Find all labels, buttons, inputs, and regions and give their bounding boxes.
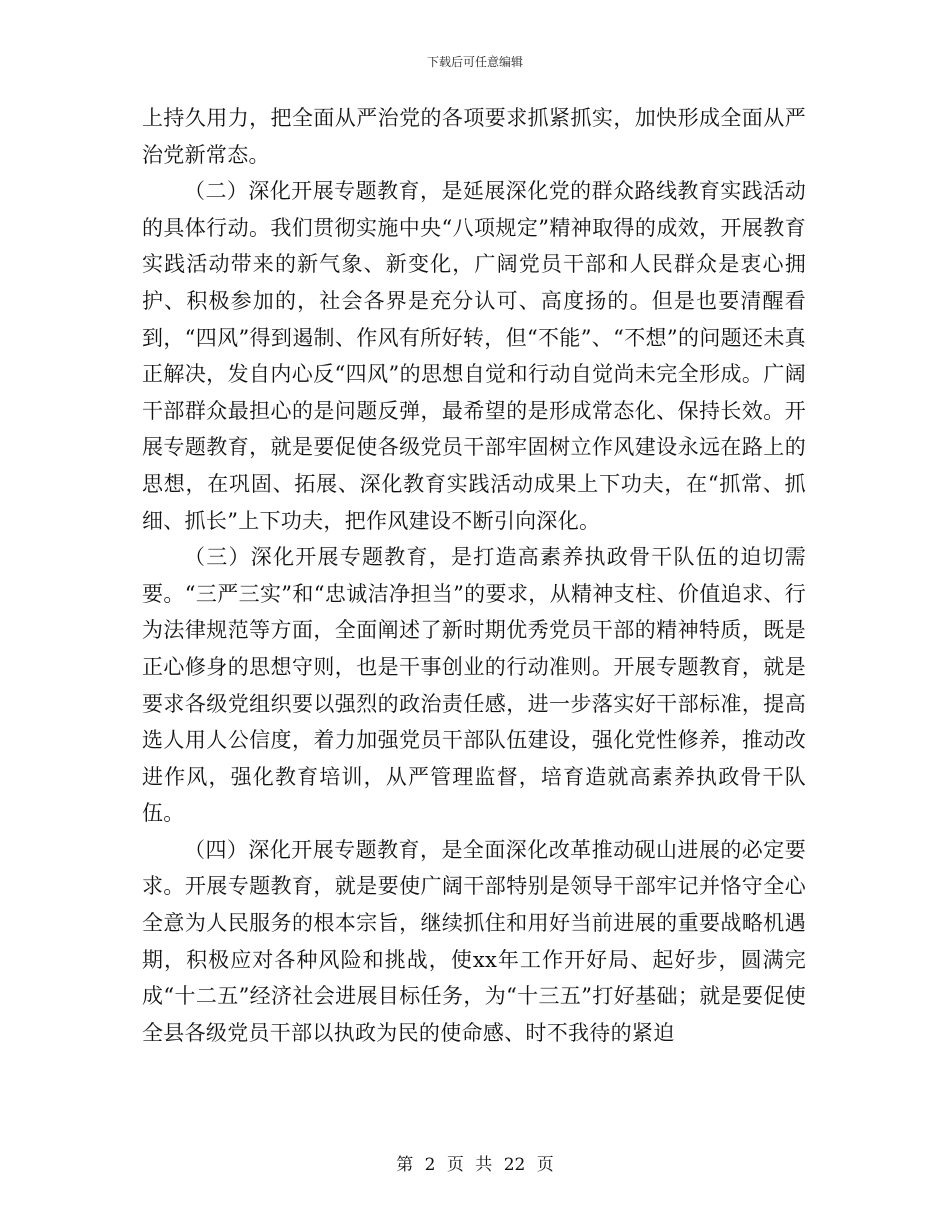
page-footer: 第 2 页 共 22 页 [396, 1155, 554, 1175]
paragraph-section-2: （二）深化开展专题教育，是延展深化党的群众路线教育实践活动的具体行动。我们贯彻实施中央“八项规定”精神取得的成效，开展教育实践活动带来的新气象、新变化，广阔党员干部和人民群众是衷心拥护、积极参加的，社会各界是充分认可、高度扬的。但是也要清醒看到，“四风”得到遏制、作风有所好转，但“不能”、“不想”的问题还未真正解决，发自内心反“四风”的思想自觉和行动自觉尚未完全形成。广阔干部群众最担心的是问题反弹，最希望的是形成常态化、保持长效。开展专题教育，就是要促使各级党员干部牢固树立作风建设永远在路上的思想，在巩固、拓展、深化教育实践活动成果上下功夫，在“抓常、抓细、抓长”上下功夫，把作风建设不断引向深化。 [142, 179, 806, 533]
page-header: 下载后可任意编辑 [426, 55, 523, 69]
document-body [142, 100, 806, 1051]
paragraph-section-4: （四）深化开展专题教育，是全面深化改革推动砚山进展的必定要求。开展专题教育，就是要使广阔干部特别是领导干部牢记并恪守全心全意为人民服务的根本宗旨，继续抓住和用好当前进展的重要战略机遇期，积极应对各种风险和挑战，使xx年工作开好局、起好步，圆满完成“十二五”经济社会进展目标任务，为“十三五”打好基础；就是要促使全县各级党员干部以执政为民的使命感、时不我待的紧迫 [142, 837, 806, 1045]
paragraph-section-3: （三）深化开展专题教育，是打造高素养执政骨干队伍的迫切需要。“三严三实”和“忠诚洁净担当”的要求，从精神支柱、价值追求、行为法律规范等方面，全面阐述了新时期优秀党员干部的精神特质，既是正心修身的思想守则，也是干事创业的行动准则。开展专题教育，就是要求各级党组织要以强烈的政治责任感，进一步落实好干部标准，提高选人用人公信度，着力加强党员干部队伍建设，强化党性修养，推动改进作风，强化教育培训，从严管理监督，培育造就高素养执政骨干队伍。 [142, 545, 806, 826]
paragraph-continuation: 上持久用力，把全面从严治党的各项要求抓紧抓实，加快形成全面从严治党新常态。 [142, 106, 806, 167]
